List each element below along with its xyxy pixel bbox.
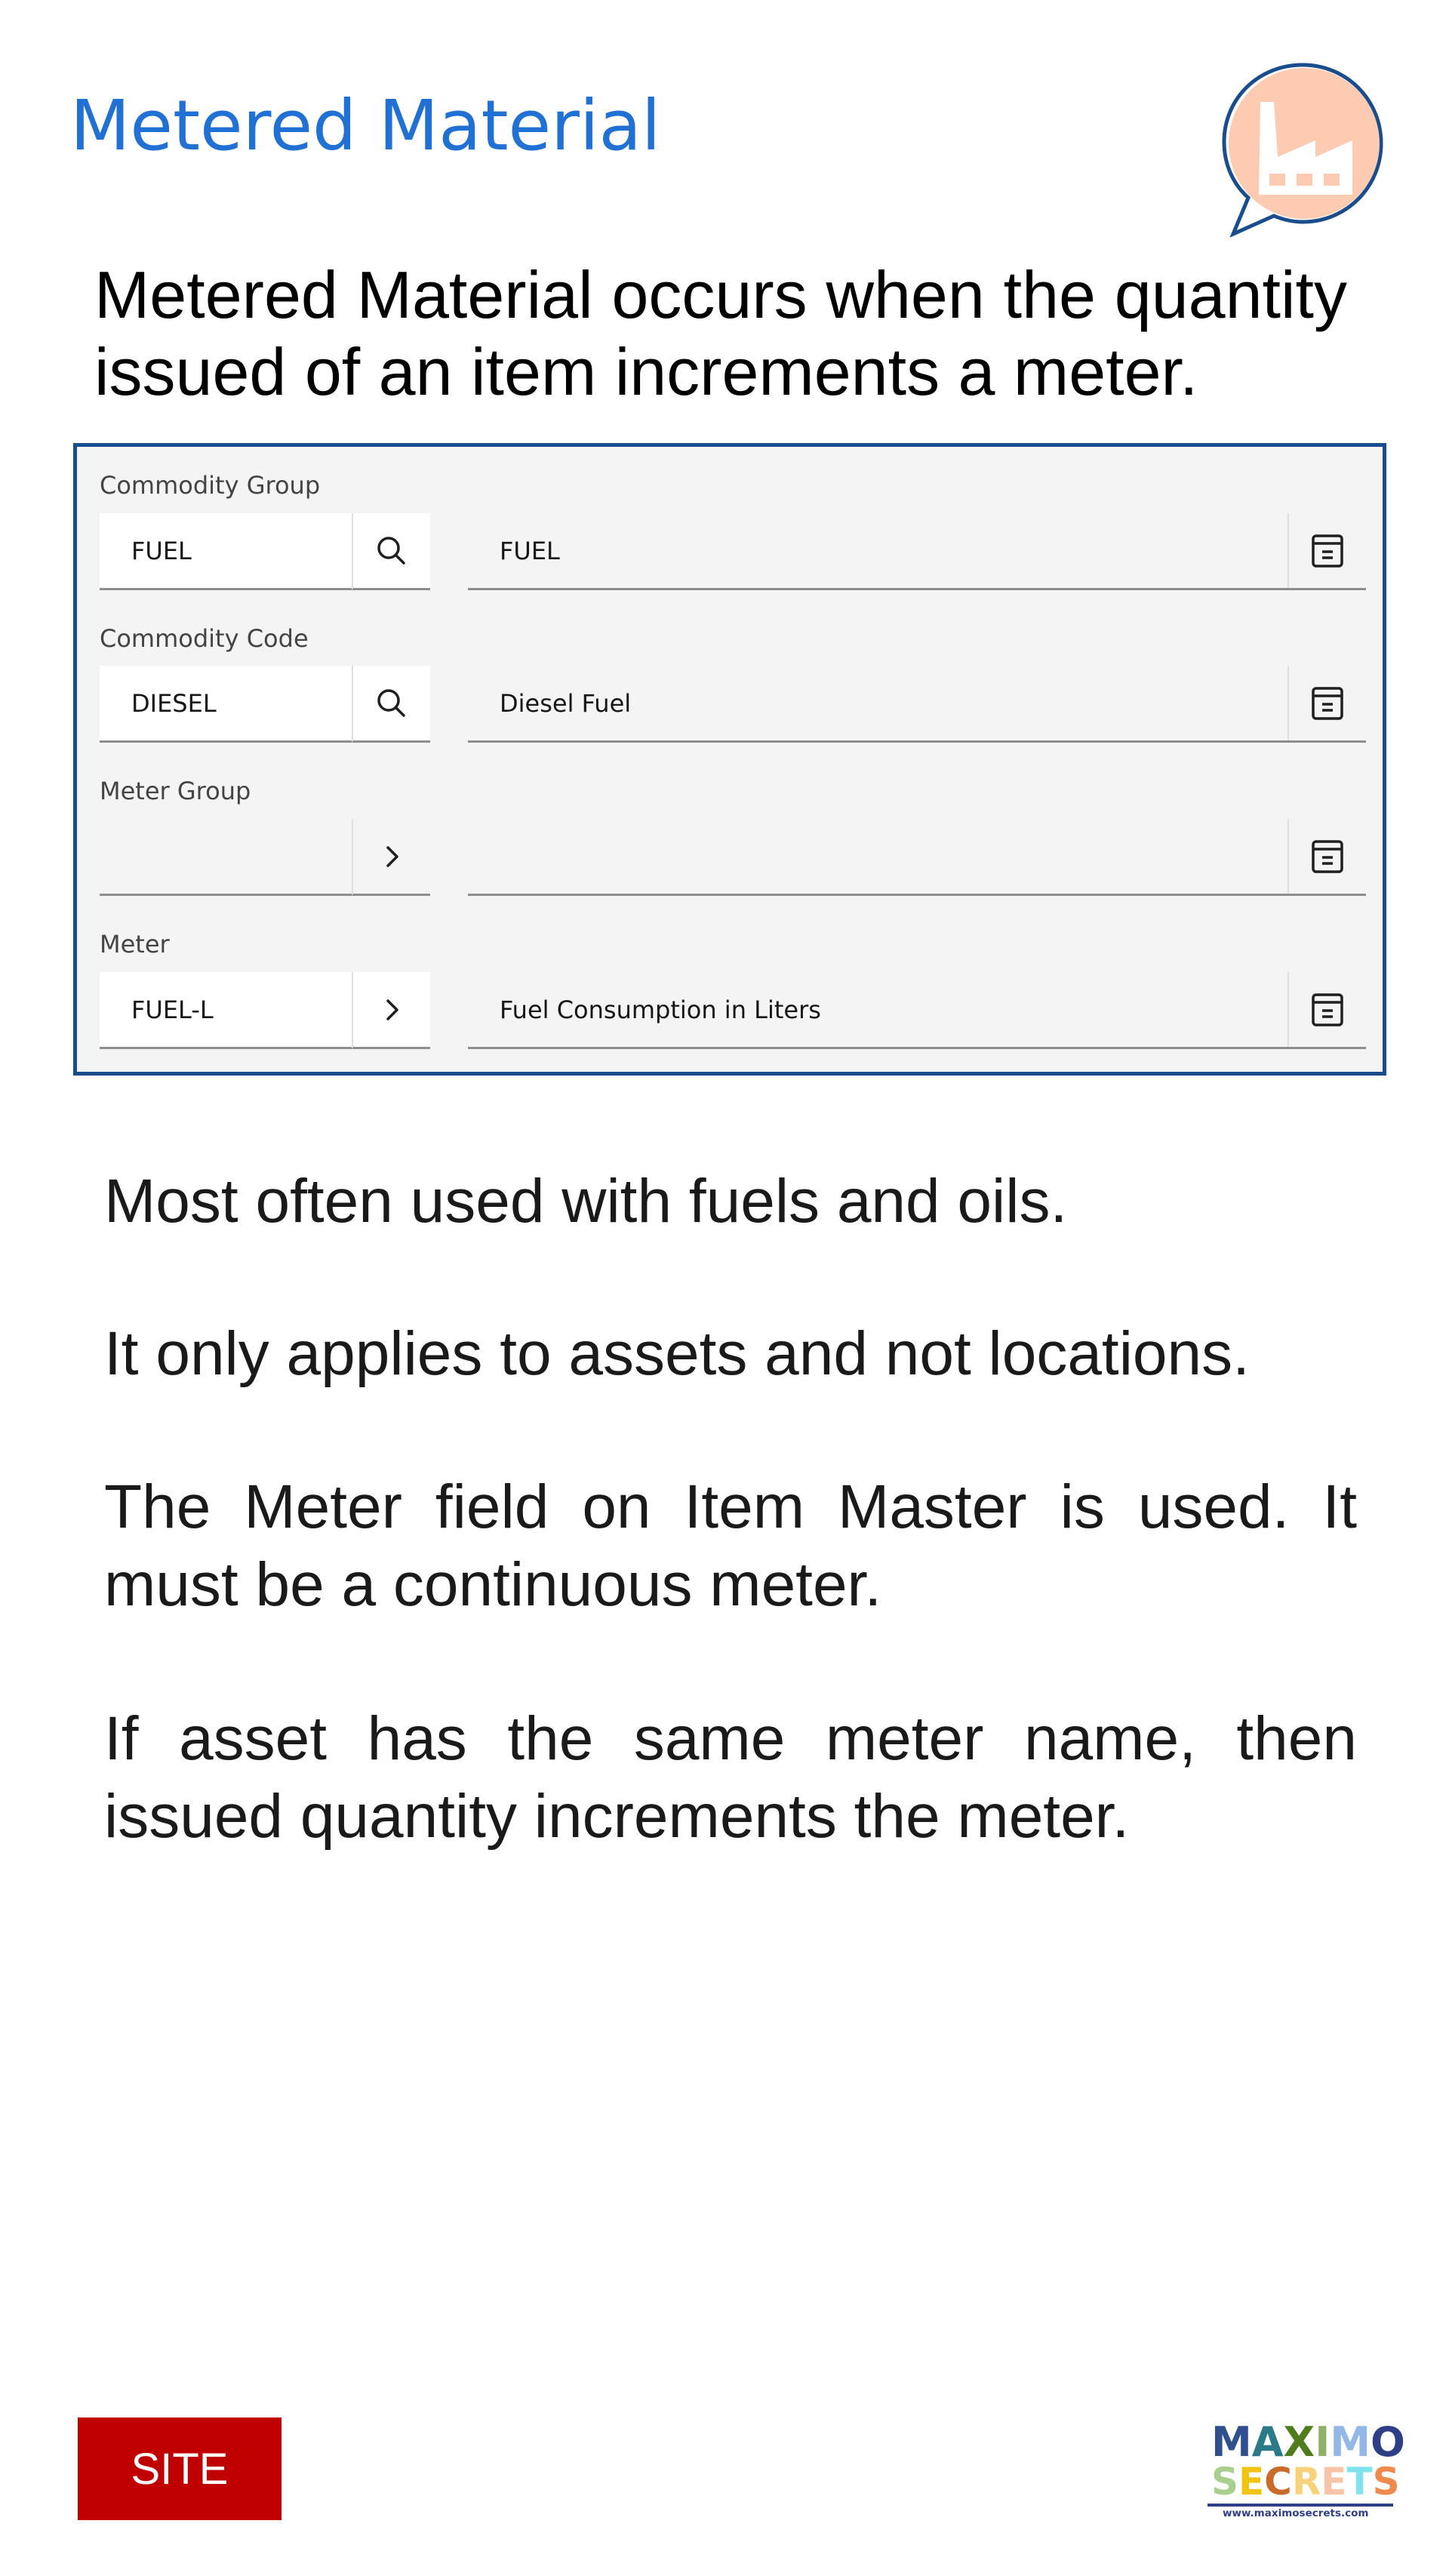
page-title: Metered Material [70,85,661,166]
meter-input[interactable] [100,972,352,1049]
commodity-group-description: FUEL [500,537,560,565]
commodity-group-value: FUEL [131,537,192,565]
meter-menu-button[interactable] [352,972,430,1049]
detail-menu-icon [1311,992,1344,1028]
meter-group-input[interactable] [100,819,352,896]
meter-detail-button[interactable] [1287,972,1366,1047]
paragraph-fuels-oils: Most often used with fuels and oils. [104,1167,1068,1236]
chevron-right-icon [377,995,407,1025]
site-button[interactable]: SITE [78,2418,281,2520]
item-meter-form [73,443,1386,1076]
detail-menu-icon [1311,685,1344,722]
meter-value: FUEL-L [131,996,214,1024]
meter-description: Fuel Consumption in Liters [500,996,821,1024]
search-icon [374,685,410,722]
logo-letter: O [1371,2418,1405,2466]
detail-menu-icon [1311,839,1344,875]
logo-letter: E [1321,2460,1347,2504]
logo-letter: A [1251,2418,1284,2466]
logo-letter: X [1283,2418,1315,2466]
meter-label: Meter [100,930,170,959]
commodity-code-input[interactable] [100,666,352,743]
paragraph-asset-meter-name: If asset has the same meter name, then issued quantity increments the meter. [104,1704,1357,1851]
commodity-code-value: DIESEL [131,689,217,718]
logo-letter: M [1330,2418,1371,2466]
meter-group-description-field[interactable] [468,819,1366,896]
intro-text: Metered Material occurs when the quantity issued of an item increments a meter. [94,257,1347,409]
logo-line-maximo [1211,2418,1405,2466]
commodity-group-search-button[interactable] [352,513,430,590]
meter-group-detail-button[interactable] [1287,819,1366,894]
detail-menu-icon [1311,533,1344,569]
commodity-group-label: Commodity Group [100,471,321,500]
logo-letter: T [1346,2460,1373,2504]
logo-letter: M [1211,2418,1252,2466]
logo-letter: S [1211,2460,1239,2504]
commodity-code-label: Commodity Code [100,624,309,653]
meter-group-menu-button[interactable] [352,819,430,896]
commodity-code-description: Diesel Fuel [500,689,632,718]
factory-icon [1204,54,1401,243]
logo-letter: E [1238,2460,1265,2504]
commodity-code-search-button[interactable] [352,666,430,743]
meter-description-field[interactable] [468,972,1366,1049]
logo-letter: I [1315,2418,1331,2466]
logo-letter: S [1372,2460,1400,2504]
commodity-code-description-field[interactable] [468,666,1366,743]
logo-url: www.maximosecrets.com [1223,2507,1369,2519]
commodity-group-description-field[interactable] [468,513,1366,590]
logo-letter: C [1264,2460,1292,2504]
search-icon [374,533,410,569]
commodity-group-input[interactable] [100,513,352,590]
commodity-code-detail-button[interactable] [1287,666,1366,740]
paragraph-item-master-meter: The Meter field on Item Master is used. It must be a continuous meter. [104,1473,1357,1619]
logo-divider [1208,2504,1393,2507]
paragraph-assets-only: It only applies to assets and not locations. [104,1319,1250,1388]
chevron-right-icon [377,842,407,872]
logo-line-secrets [1211,2461,1400,2503]
meter-group-label: Meter Group [100,777,251,805]
maximo-secrets-logo [1208,2415,1404,2521]
logo-letter: R [1291,2460,1321,2504]
commodity-group-detail-button[interactable] [1287,513,1366,588]
